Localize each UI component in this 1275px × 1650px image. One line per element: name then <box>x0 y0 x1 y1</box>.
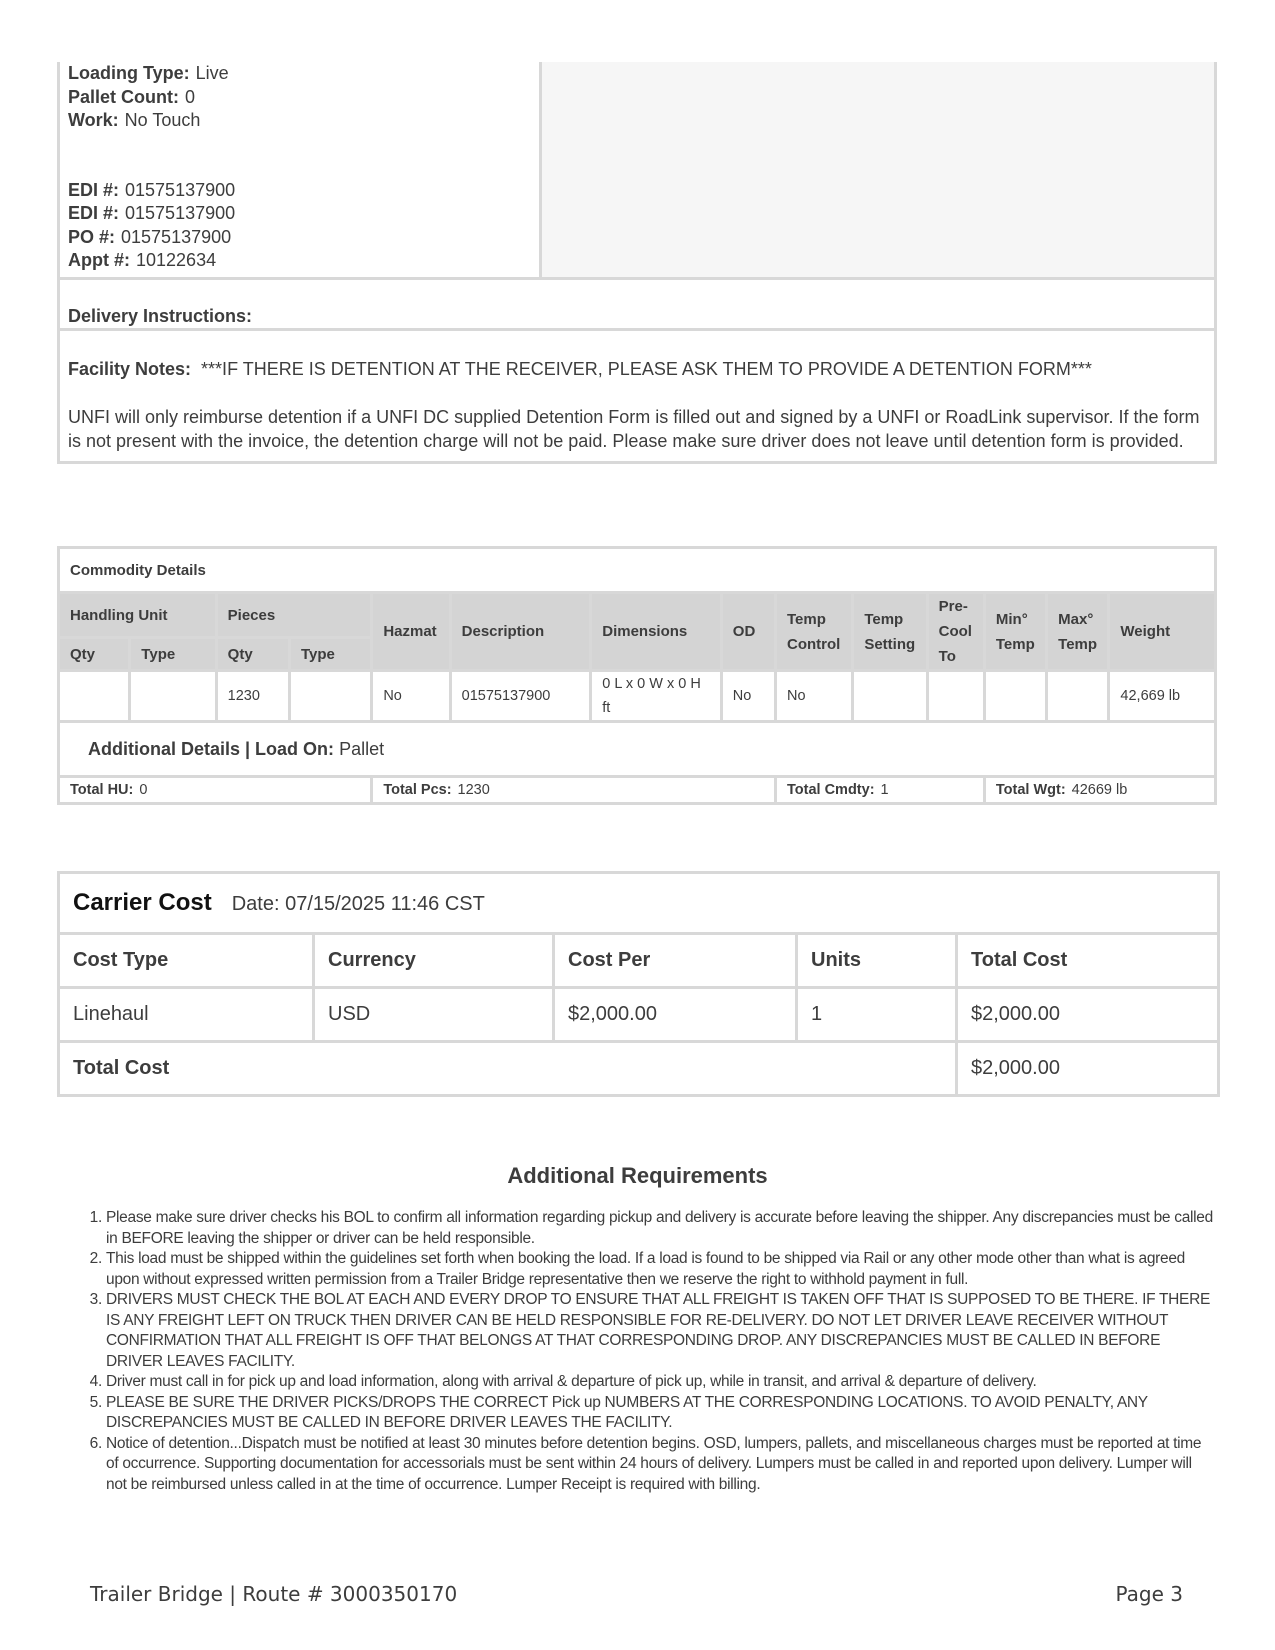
footer-route: Trailer Bridge | Route # 3000350170 <box>90 1582 458 1606</box>
loading-type-field: Loading Type: Live <box>68 63 229 83</box>
footer-page-number: Page 3 <box>1115 1582 1183 1606</box>
list-item: 1. Please make sure driver checks his BOL to confirm all information regarding pickup and delivery is accurate before leaving the shipper. Any discrepancies must be called in BEFORE leaving the shipper or driver can be held responsible. <box>106 1208 1216 1249</box>
units-cell: 1 <box>797 988 957 1042</box>
additional-details-label: Additional Details | Load On: <box>88 738 335 759</box>
pieces-header: Pieces <box>216 593 372 638</box>
hu-type-header: Type <box>130 638 216 671</box>
hu-type-cell <box>130 671 216 722</box>
stop-fields <box>60 62 542 277</box>
pcs-type-cell <box>289 671 371 722</box>
pcs-type-header: Type <box>289 638 371 671</box>
total-wgt: Total Wgt: 42669 lb <box>984 777 1215 804</box>
list-item: 4. Driver must call in for pick up and load information, along with arrival & departure of pick up, while in transit, and arrival & departure of delivery. <box>106 1372 1216 1393</box>
currency-cell: USD <box>314 988 554 1042</box>
edi-field: EDI #: 01575137900 <box>68 179 236 200</box>
temp-setting-cell <box>853 671 927 722</box>
total-cost-header: Total Cost <box>957 934 1219 988</box>
description-cell: 01575137900 <box>450 671 591 722</box>
load-on-value: Pallet <box>339 738 385 759</box>
hazmat-cell: No <box>372 671 450 722</box>
currency-header: Currency <box>314 934 554 988</box>
delivery-instructions-label: Delivery Instructions: <box>60 280 1214 331</box>
total-cost-cell: $2,000.00 <box>957 988 1219 1042</box>
commodity-details-table <box>57 546 1217 805</box>
work-field: Work: No Touch <box>68 110 201 130</box>
cost-per-cell: $2,000.00 <box>554 988 797 1042</box>
pre-cool-cell <box>927 671 984 722</box>
facility-notes-paragraph: UNFI will only reimburse detention if a UNFI DC supplied Detention Form is filled out and signed by a UNFI or RoadLink supervisor. If the form is not present with the invoice, the detention charge will not be paid. Please make sure driver does not leave until detention form is provided. <box>68 407 1200 451</box>
stop-details-empty-panel <box>542 62 1214 277</box>
edi-field-2: EDI #: 01575137900 <box>68 203 236 223</box>
list-item: 6. Notice of detention...Dispatch must be notified at least 30 minutes before detention begins. OSD, lumpers, pallets, and miscellaneous charges must be reported at time of occurrence. Supporting documentation for accessorials must be sent within 24 hours of delivery. Lumpers must be called in and reported upon delivery. Lumper will not be reimbursed unless called in at the time of occurrence. Lumper Receipt is required with billing. <box>106 1434 1216 1496</box>
carrier-cost-title: Carrier Cost <box>73 889 212 916</box>
description-header: Description <box>450 593 591 671</box>
min-temp-cell <box>984 671 1046 722</box>
pcs-qty-header: Qty <box>216 638 289 671</box>
stop-details-block <box>57 62 1217 464</box>
max-temp-header: Max° Temp <box>1047 593 1109 671</box>
hu-qty-header: Qty <box>59 638 130 671</box>
commodity-caption: Commodity Details <box>59 548 1216 593</box>
list-item: 5. PLEASE BE SURE THE DRIVER PICKS/DROPS THE CORRECT Pick up NUMBERS AT THE CORRESPONDING LOCATIONS. TO AVOID PENALTY, ANY DISCREPANCIES MUST BE CALLED IN BEFORE DRIVER LEAVES THE FACILITY. <box>106 1393 1216 1434</box>
appt-field: Appt #: 10122634 <box>68 250 217 270</box>
pre-cool-header: Pre-Cool To <box>927 593 984 671</box>
facility-notes-label: Facility Notes: <box>68 359 192 379</box>
total-cost-label: Total Cost <box>59 1042 957 1096</box>
cost-type-header: Cost Type <box>59 934 314 988</box>
hu-qty-cell <box>59 671 130 722</box>
carrier-cost-table <box>57 871 1220 1097</box>
pcs-qty-cell: 1230 <box>216 671 289 722</box>
carrier-cost-date: Date: 07/15/2025 11:46 CST <box>231 893 485 915</box>
table-row <box>59 988 1219 1042</box>
list-item: 3. DRIVERS MUST CHECK THE BOL AT EACH AND EVERY DROP TO ENSURE THAT ALL FREIGHT IS TAKEN OFF THAT IS SUPPOSED TO BE THERE. IF THERE IS ANY FREIGHT LEFT ON TRUCK THEN DRIVER CAN BE HELD RESPONSIBLE FOR RE-DELIVERY. DO NOT LET DRIVER LEAVE RECEIVER WITHOUT CONFIRMATION THAT ALL FREIGHT IS OFF THAT BELONGS AT THAT CORRESPONDING DROP. ANY DISCREPANCIES MUST BE CALLED IN BEFORE DRIVER LEAVES FACILITY. <box>106 1290 1216 1372</box>
requirements-list <box>106 1208 1216 1495</box>
units-header: Units <box>797 934 957 988</box>
hazmat-header: Hazmat <box>372 593 450 671</box>
list-item: 2. This load must be shipped within the guidelines set forth when booking the load. If a load is found to be shipped via Rail or any other mode other than what is agreed upon without expressed written permission from a Trailer Bridge representative then we reserve the right to withhold payment in full. <box>106 1249 1216 1290</box>
additional-requirements-title: Additional Requirements <box>507 1163 768 1188</box>
temp-control-cell: No <box>776 671 853 722</box>
dimensions-header: Dimensions <box>591 593 722 671</box>
total-pcs: Total Pcs: 1230 <box>372 777 776 804</box>
od-header: OD <box>721 593 775 671</box>
weight-header: Weight <box>1109 593 1216 671</box>
additional-details <box>59 722 1216 777</box>
max-temp-cell <box>1047 671 1109 722</box>
min-temp-header: Min° Temp <box>984 593 1046 671</box>
pallet-count-field: Pallet Count: 0 <box>68 86 196 107</box>
total-cost-value: $2,000.00 <box>957 1042 1219 1096</box>
handling-unit-header: Handling Unit <box>59 593 217 638</box>
weight-cell: 42,669 lb <box>1109 671 1216 722</box>
dimensions-cell: 0 L x 0 W x 0 H ft <box>591 671 722 722</box>
temp-setting-header: Temp Setting <box>853 593 927 671</box>
facility-notes <box>60 331 1214 461</box>
temp-control-header: Temp Control <box>776 593 853 671</box>
po-field: PO #: 01575137900 <box>68 226 232 247</box>
table-row <box>59 671 1216 722</box>
cost-per-header: Cost Per <box>554 934 797 988</box>
total-cmdty: Total Cmdty: 1 <box>776 777 985 804</box>
total-hu: Total HU: 0 <box>59 777 372 804</box>
facility-notes-value: ***IF THERE IS DETENTION AT THE RECEIVER, PLEASE ASK THEM TO PROVIDE A DETENTION FORM*** <box>201 359 1092 379</box>
cost-type-cell: Linehaul <box>59 988 314 1042</box>
od-cell: No <box>721 671 775 722</box>
carrier-cost-header <box>59 873 1219 934</box>
